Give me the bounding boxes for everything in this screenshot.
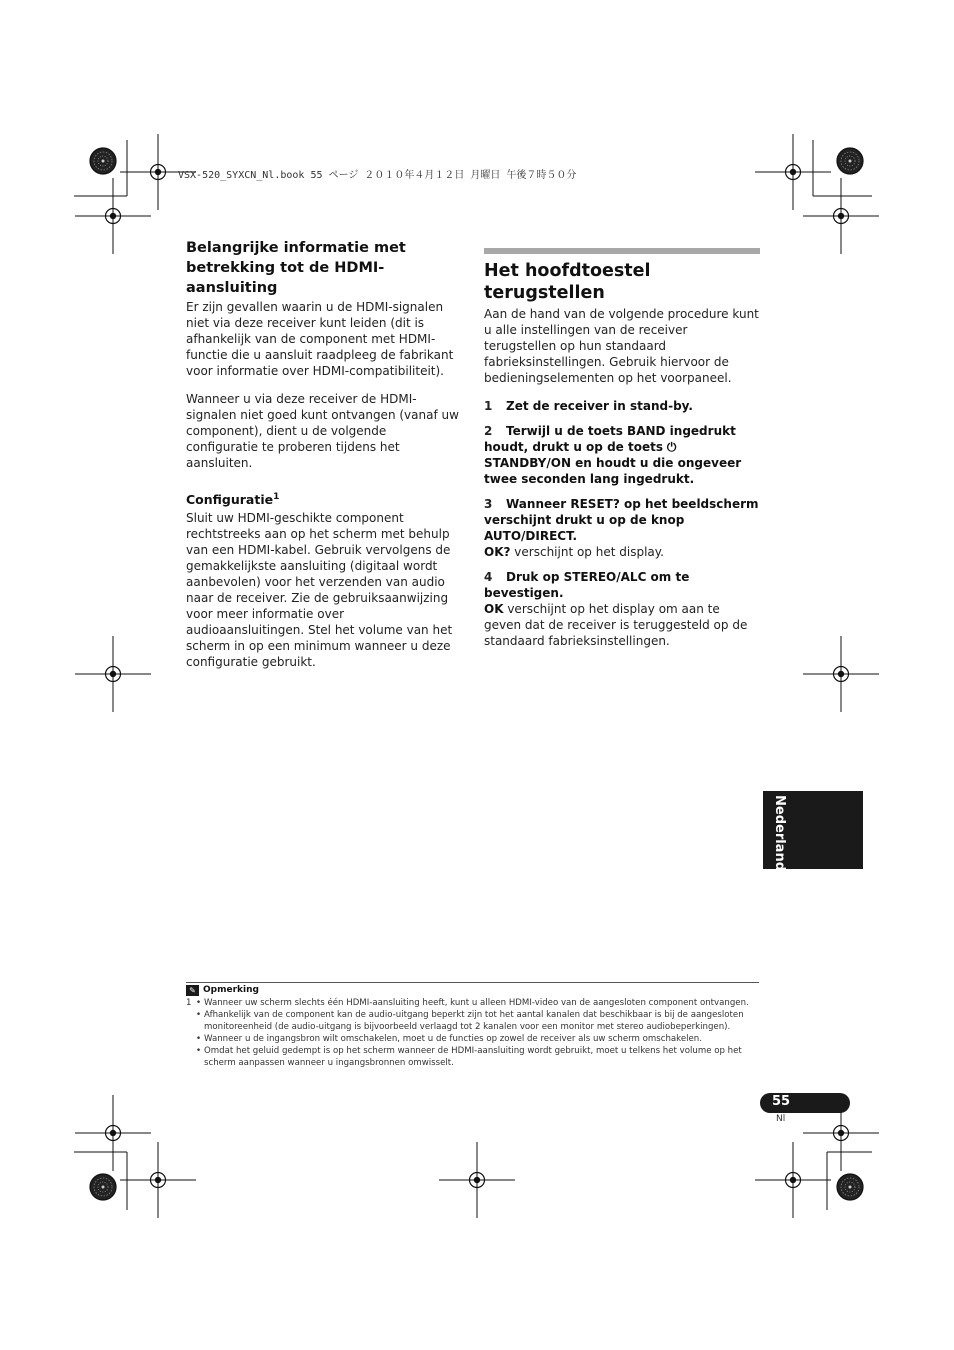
footnotes <box>186 997 759 1069</box>
footnote-marker: 1 <box>186 998 192 1008</box>
configuration-heading: Configuratie$^1$ <box>186 492 280 508</box>
page-number: 55 <box>772 1094 791 1109</box>
step-2: 2 Terwijl u de toets BAND ingedrukt houdt, drukt u op de toets ⏻ STANDBY/ON en houdt u die ongeveer twee seconden lang ingedrukt. <box>484 424 742 486</box>
registration-mark-icon <box>803 636 879 712</box>
footnote-1 <box>186 997 759 1069</box>
page-language-code: Nl <box>776 1114 786 1124</box>
list-item: • Omdat het geluid gedempt is op het scherm wanneer de HDMI-aansluiting wordt gebruikt, moet u telkens het volume op het scherm aanpassen wanneer u ingangsbronnen omwisselt. <box>195 1045 759 1069</box>
footnote-ref: 1 <box>273 492 280 502</box>
hdmi-info-paragraph-1: Er zijn gevallen waarin u de HDMI-signalen niet via deze receiver kunt leiden (dit is afhankelijk van de component met HDMI-functie die u aansluit raadpleeg de fabrikant voor informatie over HDMI-compatibiliteit). <box>186 300 454 378</box>
color-target-icon <box>90 148 116 174</box>
note-divider <box>186 982 759 983</box>
step-1: 1 Zet de receiver in stand-by. <box>484 399 693 413</box>
registration-mark-icon <box>120 1142 196 1218</box>
note-icon: ✎ <box>186 985 199 996</box>
step-4: 4 Druk op STEREO/ALC om te bevestigen. OK verschijnt op het display om aan te geven dat de receiver is teruggesteld op de standaard fabrieksinstellingen. <box>484 570 748 648</box>
note-title: Opmerking <box>203 985 259 995</box>
registration-mark-icon <box>439 1142 515 1218</box>
registration-mark-icon <box>75 636 151 712</box>
registration-mark-icon <box>755 134 831 210</box>
section-bar <box>484 248 760 254</box>
reset-intro: Aan de hand van de volgende procedure kunt u alle instellingen van de receiver terugstellen op hun standaard fabrieksinstellingen. Gebruik hiervoor de bedieningselementen op het voorpaneel. <box>484 307 759 385</box>
power-icon: ⏻ <box>666 440 677 454</box>
registration-mark-icon <box>803 178 879 254</box>
reset-heading: Het hoofdtoestel terugstellen <box>484 261 651 303</box>
color-target-icon <box>90 1174 116 1200</box>
page-number-badge <box>760 1093 850 1113</box>
print-header: VSX-520_SYXCN_Nl.book 55 ページ ２０１０年４月１２日 月曜日 午後７時５０分 <box>178 170 577 181</box>
left-column <box>186 238 461 682</box>
configuration-paragraph: Sluit uw HDMI-geschikte component rechtstreeks aan op het scherm met behulp van een HDMI-kabel. Gebruik vervolgens de gemakkelijkste aansluiting (digitaal wordt aanbevolen) voor het verzenden van audio naar de receiver. Zie de gebruiksaanwijzing voor meer informatie over audioaansluitingen. Stel het volume van het scherm in op een minimum wanneer u deze configuratie gebruikt. <box>186 511 453 670</box>
registration-mark-icon <box>755 1142 831 1218</box>
list-item: • Wanneer uw scherm slechts één HDMI-aansluiting heeft, kunt u alleen HDMI-video van de aangesloten component ontvangen. <box>195 997 759 1009</box>
note-header <box>186 984 259 996</box>
step-3: 3 Wanneer RESET? op het beeldscherm verschijnt drukt u op de knop AUTO/DIRECT. OK? verschijnt op het display. <box>484 497 759 559</box>
language-tab <box>763 791 863 879</box>
registration-mark-icon <box>75 1095 151 1171</box>
color-target-icon <box>837 1174 863 1200</box>
hdmi-info-paragraph-2: Wanneer u via deze receiver de HDMI-signalen niet goed kunt ontvangen (vanaf uw component), dient u de volgende configuratie te proberen tijdens het aansluiten. <box>186 392 459 470</box>
registration-mark-icon <box>75 178 151 254</box>
list-item: • Wanneer u de ingangsbron wilt omschakelen, moet u de functies op zowel de receiver als uw scherm omschakelen. <box>195 1033 759 1045</box>
list-item: • Afhankelijk van de component kan de audio-uitgang beperkt zijn tot het aantal kanalen dat beschikbaar is bij de aangesloten monitoreenheid (de audio-uitgang is bijvoorbeeld verlaagd tot 2 kanalen voor een monitor met stereo audiobeperkingen). <box>195 1009 759 1033</box>
color-target-icon <box>837 148 863 174</box>
right-column <box>484 248 760 658</box>
language-tab-label: Nederlands <box>772 795 787 879</box>
hdmi-info-heading: Belangrijke informatie met betrekking tot de HDMI-aansluiting <box>186 240 406 296</box>
